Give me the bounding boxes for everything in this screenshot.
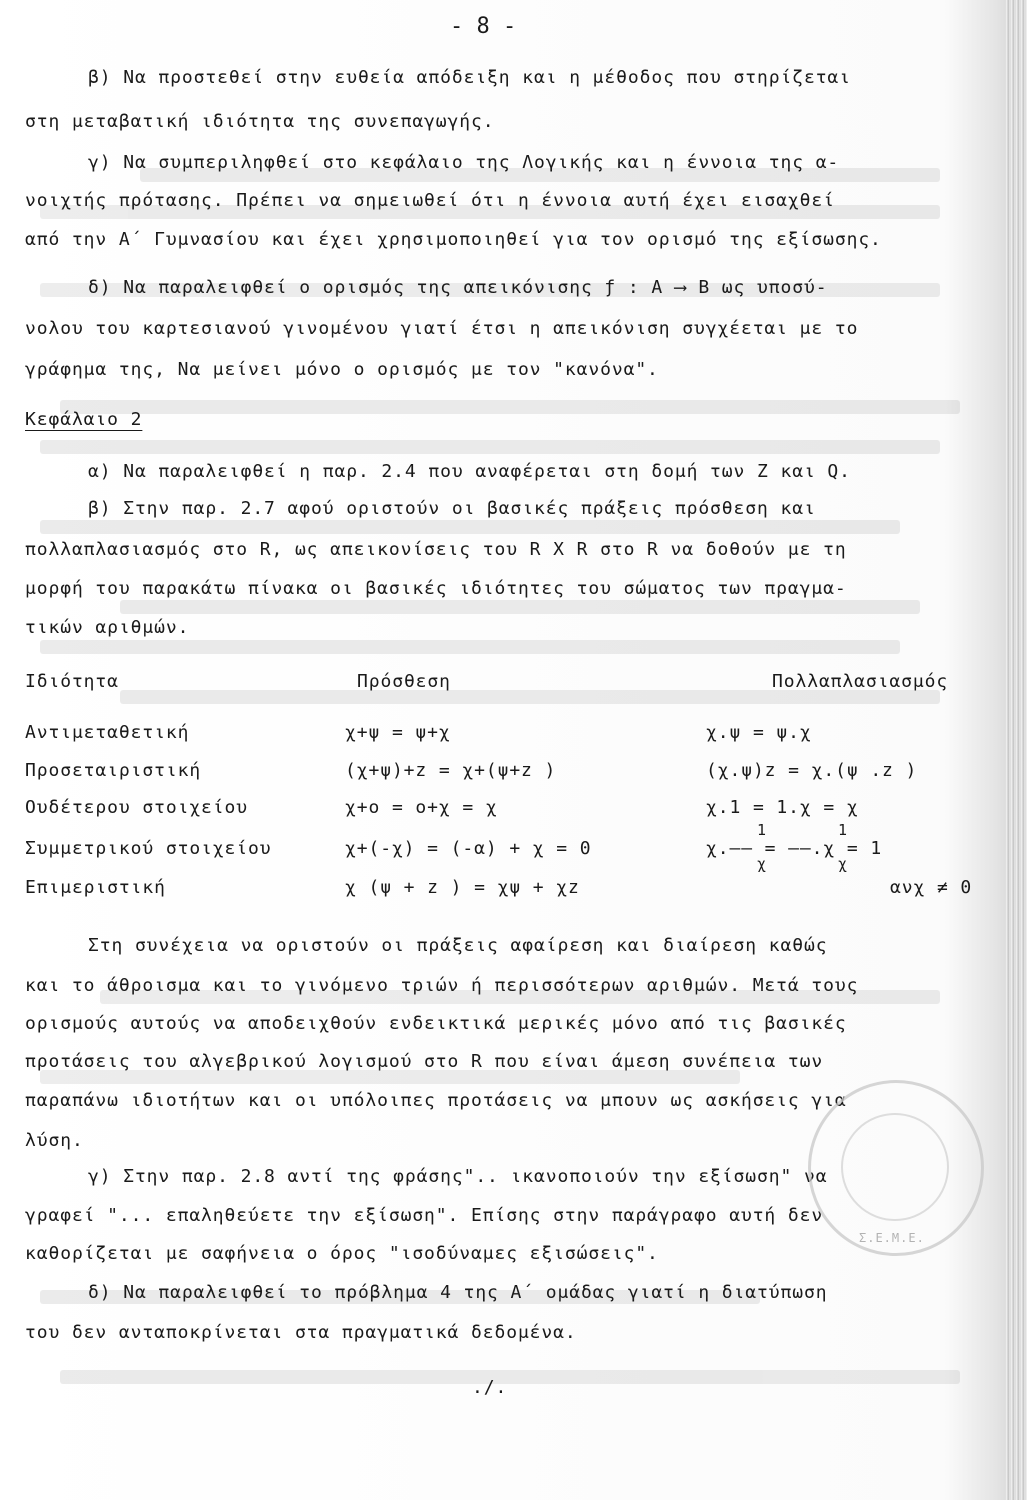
- table-row-addition: χ+ψ = ψ+χ: [345, 722, 451, 743]
- para-after-table-line-6: λύση.: [25, 1130, 84, 1151]
- chapter-2-b-line-3: μορφή του παρακάτω πίνακα οι βασικές ιδιότητες του σώματος των πραγμα-: [25, 578, 847, 599]
- table-row-property: Προσεταιριστική: [25, 760, 202, 781]
- para-b1-line-1: β) Να προστεθεί στην ευθεία απόδειξη και η μέθοδος που στηρίζεται: [88, 67, 851, 88]
- fraction-numerator-2: 1: [838, 821, 848, 839]
- para-c2-line-3: καθορίζεται με σαφήνεια ο όρος "ισοδύναμες εξισώσεις".: [25, 1243, 659, 1264]
- table-row-property: Συμμετρικού στοιχείου: [25, 838, 272, 859]
- para-d1-line-3: γράφημα της, Να μείνει μόνο ο ορισμός με τον "κανόνα".: [25, 359, 659, 380]
- stamp-inner-ring: [841, 1113, 949, 1221]
- para-after-table-line-1: Στη συνέχεια να οριστούν οι πράξεις αφαίρεση και διαίρεση καθώς: [88, 935, 828, 956]
- table-row-addition: χ+ο = ο+χ = χ: [345, 797, 498, 818]
- para-b1-line-2: στη μεταβατική ιδιότητα της συνεπαγωγής.: [25, 111, 495, 132]
- fraction-numerator-1: 1: [757, 821, 767, 839]
- table-row-multiplication: χ.1 = 1.χ = χ: [706, 797, 859, 818]
- para-after-table-line-3: ορισμούς αυτούς να αποδειχθούν ενδεικτικά μερικές μόνο από τις βασικές: [25, 1013, 847, 1034]
- official-stamp: [808, 1080, 984, 1256]
- para-c1-line-1: γ) Να συμπεριληφθεί στο κεφάλαιο της Λογικής και η έννοια της α-: [88, 152, 840, 173]
- table-header-multiplication: Πολλαπλασιασμός: [772, 671, 949, 692]
- table-row-addition: (χ+ψ)+z = χ+(ψ+z ): [345, 760, 557, 781]
- para-after-table-line-2: και το άθροισμα και το γινόμενο τριών ή περισσότερων αριθμών. Μετά τους: [25, 975, 859, 996]
- para-c1-line-3: από την Α΄ Γυμνασίου και έχει χρησιμοποιηθεί για τον ορισμό της εξίσωσης.: [25, 229, 882, 250]
- table-row-multiplication: χ.―― = ――.χ = 1: [706, 838, 883, 859]
- chapter-2-heading: Κεφάλαιο 2: [25, 409, 143, 430]
- chapter-2-b-line-4: τικών αριθμών.: [25, 617, 190, 638]
- para-d1-line-2: νολου του καρτεσιανού γινομένου γιατί έτσι η απεικόνιση συγχέεται με το: [25, 318, 859, 339]
- table-header-addition: Πρόσθεση: [357, 671, 451, 692]
- table-row-multiplication: χ.ψ = ψ.χ: [706, 722, 812, 743]
- fraction-denominator-1: χ: [757, 855, 767, 873]
- chapter-2-b-line-1: β) Στην παρ. 2.7 αφού οριστούν οι βασικές πράξεις πρόσθεση και: [88, 498, 816, 519]
- table-row-multiplication: ανχ ≠ 0: [890, 877, 973, 898]
- table-row-multiplication: (χ.ψ)z = χ.(ψ .z ): [706, 760, 918, 781]
- para-c1-line-2: νοιχτής πρότασης. Πρέπει να σημειωθεί ότι η έννοια αυτή έχει εισαχθεί: [25, 190, 835, 211]
- fraction-denominator-2: χ: [838, 855, 848, 873]
- para-d2-line-2: του δεν ανταποκρίνεται στα πραγματικά δεδομένα.: [25, 1322, 577, 1343]
- para-d2-line-1: δ) Να παραλειφθεί το πρόβλημα 4 της Α΄ ομάδας γιατί η διατύπωση: [88, 1282, 828, 1303]
- para-d1-line-1: δ) Να παραλειφθεί ο ορισμός της απεικόνισης ƒ : Α ⟶ Β ως υποσύ-: [88, 277, 828, 298]
- para-c2-line-2: γραφεί "... επαληθεύετε την εξίσωση". Επίσης στην παράγραφο αυτή δεν: [25, 1205, 824, 1226]
- chapter-2-b-line-2: πολλαπλασιασμός στο R, ως απεικονίσεις του R X R στο R να δοθούν με τη: [25, 539, 847, 560]
- table-row-property: Ουδέτερου στοιχείου: [25, 797, 249, 818]
- table-row-addition: χ+(-χ) = (-α) + χ = 0: [345, 838, 592, 859]
- table-row-property: Αντιμεταθετική: [25, 722, 190, 743]
- page-edge-stack: [1005, 0, 1027, 1500]
- para-after-table-line-5: παραπάνω ιδιοτήτων και οι υπόλοιπες προτάσεις να μπουν ως ασκήσεις για: [25, 1090, 847, 1111]
- table-row-addition: χ (ψ + z ) = χψ + χz: [345, 877, 580, 898]
- end-mark: ./.: [472, 1377, 508, 1398]
- table-row-property: Επιμεριστική: [25, 877, 166, 898]
- table-header-property: Ιδιότητα: [25, 671, 119, 692]
- stamp-text: Σ.Ε.Μ.Ε.: [859, 1231, 925, 1245]
- para-after-table-line-4: προτάσεις του αλγεβρικού λογισμού στο R που είναι άμεση συνέπεια των: [25, 1051, 824, 1072]
- page-number: - 8 -: [450, 14, 517, 39]
- chapter-2-a: α) Να παραλειφθεί η παρ. 2.4 που αναφέρεται στη δομή των Ζ και Q.: [88, 461, 851, 482]
- para-c2-line-1: γ) Στην παρ. 2.8 αντί της φράσης".. ικανοποιούν την εξίσωση" να: [88, 1166, 828, 1187]
